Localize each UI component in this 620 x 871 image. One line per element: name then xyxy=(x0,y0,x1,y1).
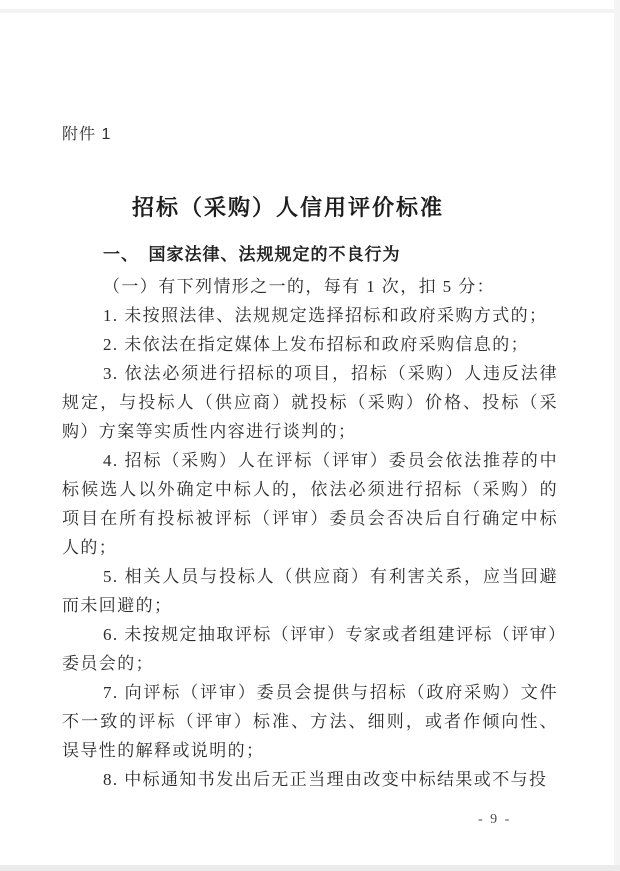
paragraph-item-4: 4. 招标（采购）人在评标（评审）委员会依法推荐的中标候选人以外确定中标人的，依法必须进行招标（采购）的项目在所有投标被评标（评审）委员会否决后自行确定中标人的； xyxy=(62,451,558,557)
document-title: 招标（采购）人信用评价标准 xyxy=(131,194,444,220)
attachment-label: 附件 1 xyxy=(62,126,112,143)
paragraph-item-7: 7. 向评标（评审）委员会提供与招标（政府采购）文件不一致的评标（评审）标准、方法、细则，或者作倾向性、误导性的解释或说明的； xyxy=(62,683,558,760)
paragraph-item-3: 3. 依法必须进行招标的项目，招标（采购）人违反法律规定，与投标人（供应商）就投标（采购）价格、投标（采购）方案等实质性内容进行谈判的； xyxy=(62,364,558,441)
scan-edge-right xyxy=(614,0,620,871)
paragraph-item-8: 8. 中标通知书发出后无正当理由改变中标结果或不与投 xyxy=(103,770,548,789)
paragraph-item-5: 5. 相关人员与投标人（供应商）有利害关系，应当回避而未回避的； xyxy=(62,567,558,615)
paragraph-item-2: 2. 未依法在指定媒体上发布招标和政府采购信息的； xyxy=(103,335,529,354)
paragraph-item-6: 6. 未按规定抽取评标（评审）专家或者组建评标（评审）委员会的； xyxy=(62,625,558,673)
paragraph-intro: （一）有下列情形之一的，每有 1 次，扣 5 分： xyxy=(103,277,495,296)
page-number: - 9 - xyxy=(478,812,512,827)
paragraph-item-1: 1. 未按照法律、法规规定选择招标和政府采购方式的； xyxy=(103,306,548,325)
scan-edge-bottom xyxy=(0,865,620,871)
section-heading: 一、 国家法律、法规规定的不良行为 xyxy=(103,245,401,264)
scan-edge-top xyxy=(0,9,620,13)
document-body xyxy=(62,240,558,794)
